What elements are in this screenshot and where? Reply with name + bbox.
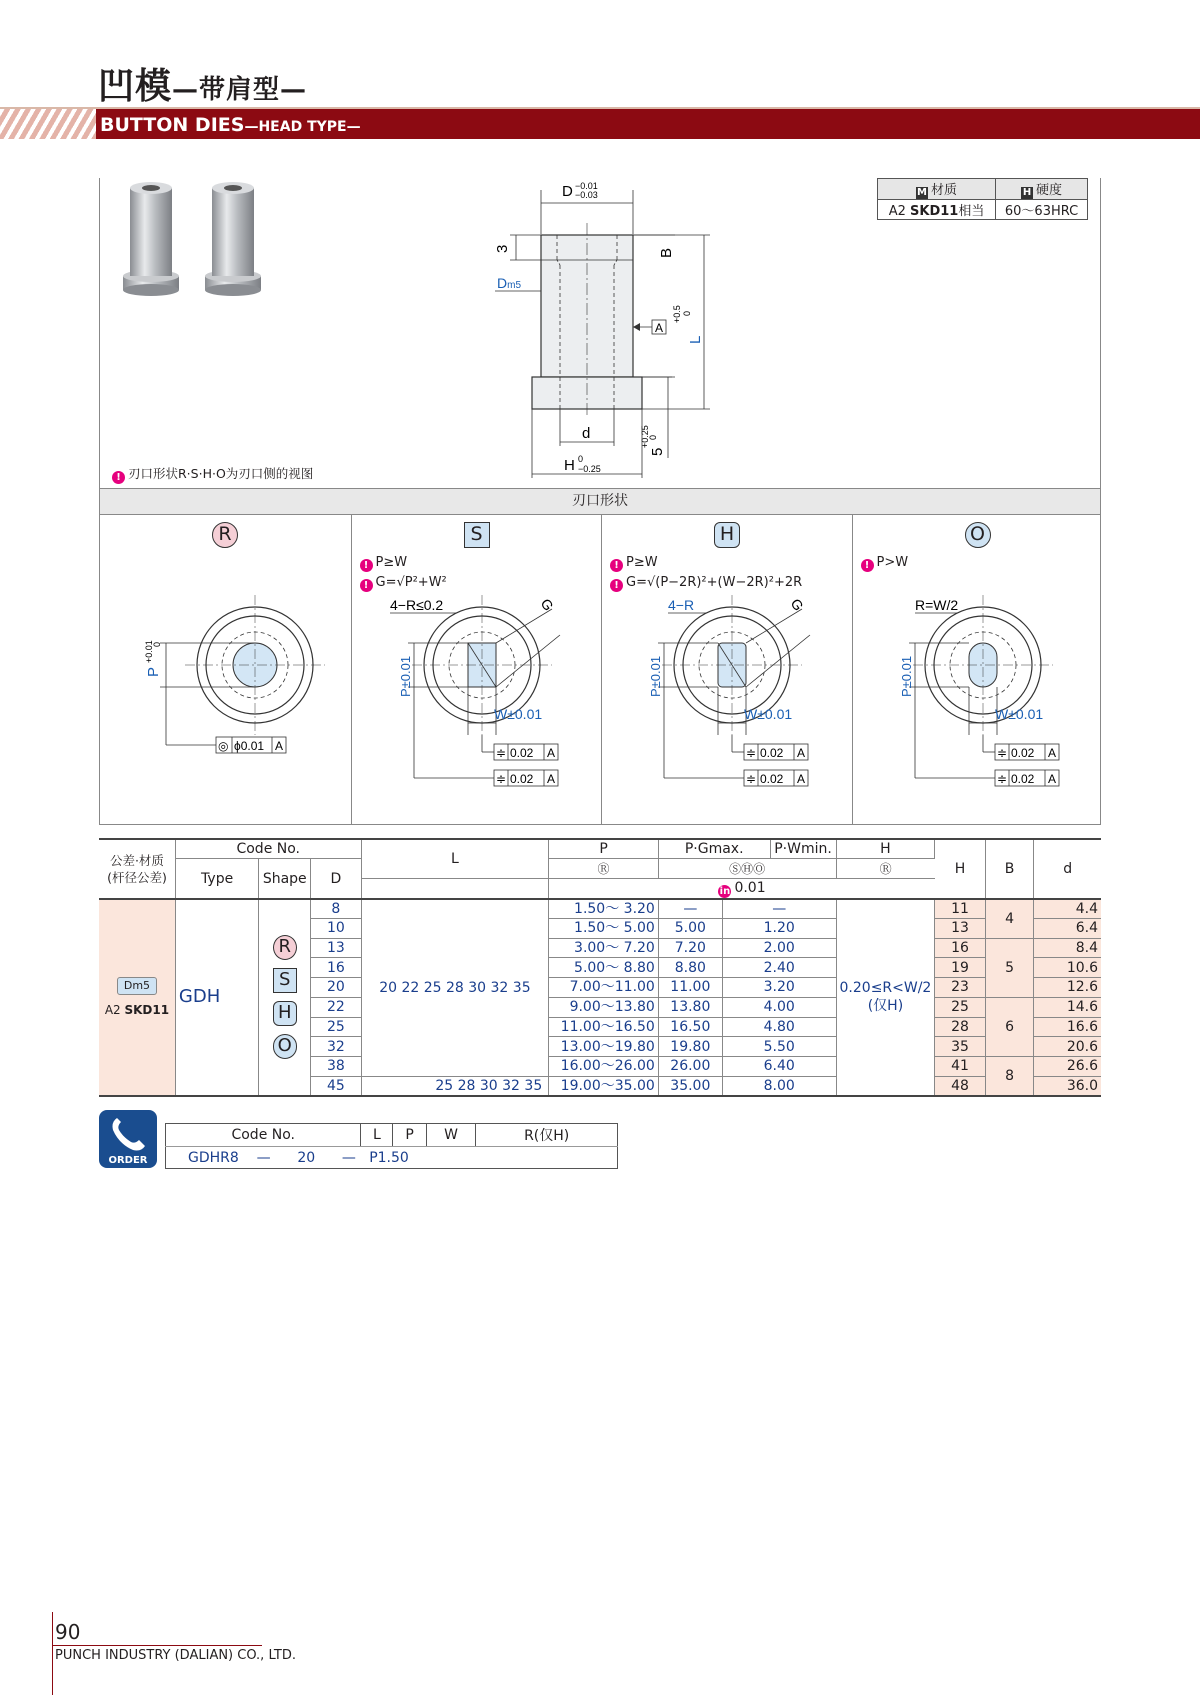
h-value: 35	[935, 1037, 985, 1057]
company-name: PUNCH INDUSTRY (DALIAN) CO., LTD.	[55, 1648, 296, 1663]
g-value: 5.00	[658, 919, 722, 939]
p-value: 19.00～35.00	[549, 1076, 659, 1096]
d-value: 38	[311, 1056, 361, 1076]
p-value: 1.50～ 3.20	[549, 899, 659, 919]
shape-section-title: 刃口形状	[99, 488, 1101, 515]
dd-value: 12.6	[1034, 978, 1101, 998]
dim-h-tol-bot: −0.25	[578, 464, 601, 474]
shape-letter-o: O	[965, 522, 991, 548]
tol-material-cell	[99, 899, 175, 1096]
p-value: 1.50～ 5.00	[549, 919, 659, 939]
tol-badge: Dm5	[117, 977, 157, 995]
p-value: 16.00～26.00	[549, 1056, 659, 1076]
spec-table	[99, 838, 1101, 1097]
dim-h: H	[564, 457, 575, 474]
shape-h-tol2-sym: ≑	[746, 772, 757, 786]
hardness-header: H 硬度	[996, 179, 1088, 200]
p-value: 9.00～13.80	[549, 997, 659, 1017]
shape-o-icon: O	[273, 1034, 297, 1059]
dim-small-d: d	[582, 425, 591, 442]
dd-value: 10.6	[1034, 958, 1101, 978]
shape-o-note1: ! P>W	[861, 555, 909, 572]
increment-note: in 0.01	[549, 878, 935, 899]
drawing-box	[99, 178, 1101, 488]
shape-h-note1: ! P≥W	[610, 555, 658, 572]
shape-s-corner: 4−R≤0.2	[389, 597, 443, 613]
b-value: 4	[985, 899, 1034, 938]
shape-s-tol1-sym: ≑	[495, 746, 506, 760]
shape-s-p: P±0.01	[397, 655, 413, 697]
shape-o-tol1-sym: ≑	[996, 746, 1007, 760]
order-icon: ORDER	[99, 1110, 157, 1168]
g-value: 13.80	[658, 997, 722, 1017]
col-r: H	[836, 839, 935, 859]
shape-r-tol-ref: A	[275, 739, 284, 753]
order-h-w: W	[426, 1124, 475, 1147]
shape-h-note2: ! G=√(P−2R)²+(W−2R)²+2R	[610, 575, 802, 592]
shape-h-g: G	[787, 595, 807, 614]
w-value: 1.20	[722, 919, 836, 939]
dim-l-tol-bot: 0	[682, 310, 692, 316]
g-value: 11.00	[658, 978, 722, 998]
shape-s-icon: S	[273, 968, 297, 993]
shape-r-p-tol-bot: 0	[152, 641, 162, 647]
dd-value: 20.6	[1034, 1037, 1101, 1057]
p-value: 13.00～19.80	[549, 1037, 659, 1057]
shape-panel-s	[351, 515, 602, 825]
type-cell: GDH	[175, 899, 258, 1096]
col-tol-material: 公差·材质 (杆径公差)	[99, 839, 175, 899]
shape-panels	[99, 515, 1101, 825]
shape-h-icon: H	[273, 1001, 297, 1026]
col-d: D	[311, 859, 361, 899]
g-value: 16.50	[658, 1017, 722, 1037]
col-b: B	[985, 839, 1034, 899]
shape-h-tol2-ref: A	[797, 772, 806, 786]
english-subtitle: —HEAD TYPE—	[244, 119, 361, 135]
material-value: A2 SKD11相当	[878, 200, 996, 220]
order-h-p: P	[393, 1124, 427, 1147]
h-value: 48	[935, 1076, 985, 1096]
col-pgw-shapes: ⓈⒽⓄ	[658, 859, 836, 879]
shape-h-corner: 4−R	[668, 597, 695, 613]
g-value: 8.80	[658, 958, 722, 978]
w-value: 3.20	[722, 978, 836, 998]
h-value: 28	[935, 1017, 985, 1037]
col-pg-pw: P·Gmax. P·Wmin.	[658, 839, 836, 859]
d-value: 8	[311, 899, 361, 919]
shape-view-note: ! 刃口形状R·S·H·O为刃口侧的视图	[112, 464, 313, 484]
shape-panel-o	[852, 515, 1103, 825]
dim-5: 5	[649, 447, 666, 456]
w-value: 2.40	[722, 958, 836, 978]
w-value: —	[722, 899, 836, 919]
shape-s-tol2-val: 0.02	[509, 772, 533, 786]
shape-letter-s: S	[464, 522, 490, 548]
h-value: 41	[935, 1056, 985, 1076]
w-value: 8.00	[722, 1076, 836, 1096]
col-type: Type	[175, 859, 258, 899]
footer-vline	[52, 1612, 53, 1695]
h-value: 25	[935, 997, 985, 1017]
shape-o-tol2-val: 0.02	[1010, 772, 1034, 786]
dd-value: 6.4	[1034, 919, 1101, 939]
l-values-last: 25 28 30 32 35	[361, 1076, 549, 1096]
header-stripes	[0, 109, 96, 139]
shape-h-tol1-sym: ≑	[746, 746, 757, 760]
shape-cell	[259, 899, 311, 1096]
shape-h-w: W±0.01	[744, 706, 793, 722]
l-values: 20 22 25 28 30 32 35	[361, 899, 549, 1076]
w-value: 4.80	[722, 1017, 836, 1037]
shape-s-note1: ! P≥W	[360, 555, 408, 572]
p-value: 7.00～11.00	[549, 978, 659, 998]
dd-value: 26.6	[1034, 1056, 1101, 1076]
w-value: 2.00	[722, 938, 836, 958]
b-value: 8	[985, 1056, 1034, 1095]
shape-r-p: P	[145, 666, 162, 677]
g-value: —	[658, 899, 722, 919]
shape-o-corner: R=W/2	[914, 597, 958, 613]
shape-s-tol2-ref: A	[546, 772, 555, 786]
order-example: GDHR8 — 20 — P1.50	[166, 1147, 618, 1169]
shape-letter-r: R	[212, 522, 238, 548]
dim-5-tol-top: +0.25	[640, 425, 650, 448]
w-value: 6.40	[722, 1056, 836, 1076]
dim-d: D	[562, 183, 573, 200]
order-table	[165, 1123, 618, 1169]
w-value: 5.50	[722, 1037, 836, 1057]
shape-h-p: P±0.01	[648, 655, 663, 697]
shape-s-tol1-val: 0.02	[509, 746, 533, 760]
g-value: 26.00	[658, 1056, 722, 1076]
shape-h-tol2-val: 0.02	[760, 772, 784, 786]
shape-r-tol-sym: ◎	[218, 739, 229, 753]
footer-hline	[52, 1645, 262, 1646]
order-h-r: R(仅H)	[476, 1124, 618, 1147]
shape-h-drawing	[602, 595, 852, 825]
dd-value: 8.4	[1034, 938, 1101, 958]
shape-o-tol2-ref: A	[1047, 772, 1056, 786]
page-title: 凹模—带肩型—	[98, 66, 308, 107]
material-table	[877, 178, 1088, 220]
phone-icon	[99, 1110, 157, 1152]
g-value: 35.00	[658, 1076, 722, 1096]
col-dd: d	[1034, 839, 1101, 899]
shape-panel-r	[100, 515, 351, 825]
dim-dm5: Dm5	[497, 275, 522, 291]
d-value: 13	[311, 938, 361, 958]
dim-d-tol-top: −0.01	[575, 181, 598, 191]
g-value: 7.20	[658, 938, 722, 958]
col-p: P	[549, 839, 659, 859]
shape-s-w: W±0.01	[493, 706, 542, 722]
page-number: 90	[55, 1620, 81, 1644]
b-value: 5	[985, 938, 1034, 997]
h-value: 23	[935, 978, 985, 998]
dim-l: L	[687, 335, 704, 344]
p-value: 11.00～16.50	[549, 1017, 659, 1037]
shape-o-tol1-val: 0.02	[1010, 746, 1034, 760]
shape-r-p-tol-top: +0.01	[144, 640, 154, 663]
tol-material: A2 SKD11	[104, 1002, 170, 1017]
col-code-no: Code No.	[175, 839, 361, 859]
d-value: 25	[311, 1017, 361, 1037]
h-value: 16	[935, 938, 985, 958]
dd-value: 4.4	[1034, 899, 1101, 919]
col-hh: H	[935, 839, 985, 899]
dim-d-tol-bot: −0.03	[575, 190, 598, 200]
shape-o-p: P±0.01	[898, 655, 914, 697]
h-value: 11	[935, 899, 985, 919]
shape-o-w: W±0.01	[994, 706, 1043, 722]
shape-o-tol1-ref: A	[1047, 746, 1056, 760]
material-header: M 材质	[878, 179, 996, 200]
h-value: 19	[935, 958, 985, 978]
dim-b: B	[658, 247, 675, 258]
shape-o-drawing	[853, 595, 1103, 825]
technical-drawing	[440, 178, 820, 483]
shape-r-icon: R	[273, 935, 297, 960]
col-shape: Shape	[259, 859, 311, 899]
english-title: BUTTON DIES—HEAD TYPE—	[100, 114, 361, 136]
p-value: 3.00～ 7.20	[549, 938, 659, 958]
hardness-value: 60～63HRC	[996, 200, 1088, 220]
h-value: 13	[935, 919, 985, 939]
order-h-code: Code No.	[166, 1124, 361, 1147]
info-icon: !	[112, 471, 125, 484]
increment-icon: in	[719, 885, 731, 897]
order-h-l: L	[361, 1124, 393, 1147]
d-value: 22	[311, 997, 361, 1017]
page-subtitle: —带肩型—	[172, 75, 308, 105]
d-value: 45	[311, 1076, 361, 1096]
d-value: 16	[311, 958, 361, 978]
dim-5-tol-bot: 0	[648, 434, 658, 440]
col-r-shape: Ⓡ	[836, 859, 935, 879]
dd-value: 14.6	[1034, 997, 1101, 1017]
b-value: 6	[985, 997, 1034, 1056]
dim-3: 3	[494, 244, 511, 253]
col-p-shape: Ⓡ	[549, 859, 659, 879]
p-value: 5.00～ 8.80	[549, 958, 659, 978]
d-value: 10	[311, 919, 361, 939]
d-value: 32	[311, 1037, 361, 1057]
dd-value: 36.0	[1034, 1076, 1101, 1096]
dim-h-tol-top: 0	[578, 454, 584, 464]
shape-s-drawing	[352, 595, 602, 825]
shape-letter-h: H	[714, 522, 740, 548]
shape-h-tol1-ref: A	[797, 746, 806, 760]
product-photo	[118, 178, 268, 308]
dd-value: 16.6	[1034, 1017, 1101, 1037]
shape-s-tol1-ref: A	[546, 746, 555, 760]
shape-panel-h	[601, 515, 852, 825]
shape-o-tol2-sym: ≑	[996, 772, 1007, 786]
shape-r-tol-val: ϕ0.01	[234, 739, 265, 753]
r-range-cell: 0.20≤R<W/2 (仅H)	[836, 899, 935, 1096]
shape-r-drawing	[100, 575, 350, 765]
col-l: L	[361, 839, 549, 878]
datum-a: A	[655, 321, 664, 335]
shape-s-note2: ! G=√P²+W²	[360, 575, 447, 592]
g-value: 19.80	[658, 1037, 722, 1057]
shape-s-tol2-sym: ≑	[495, 772, 506, 786]
d-value: 20	[311, 978, 361, 998]
w-value: 4.00	[722, 997, 836, 1017]
shape-s-g: G	[537, 595, 557, 614]
shape-h-tol1-val: 0.02	[760, 746, 784, 760]
dim-l-tol-top: +0.5	[672, 305, 682, 323]
